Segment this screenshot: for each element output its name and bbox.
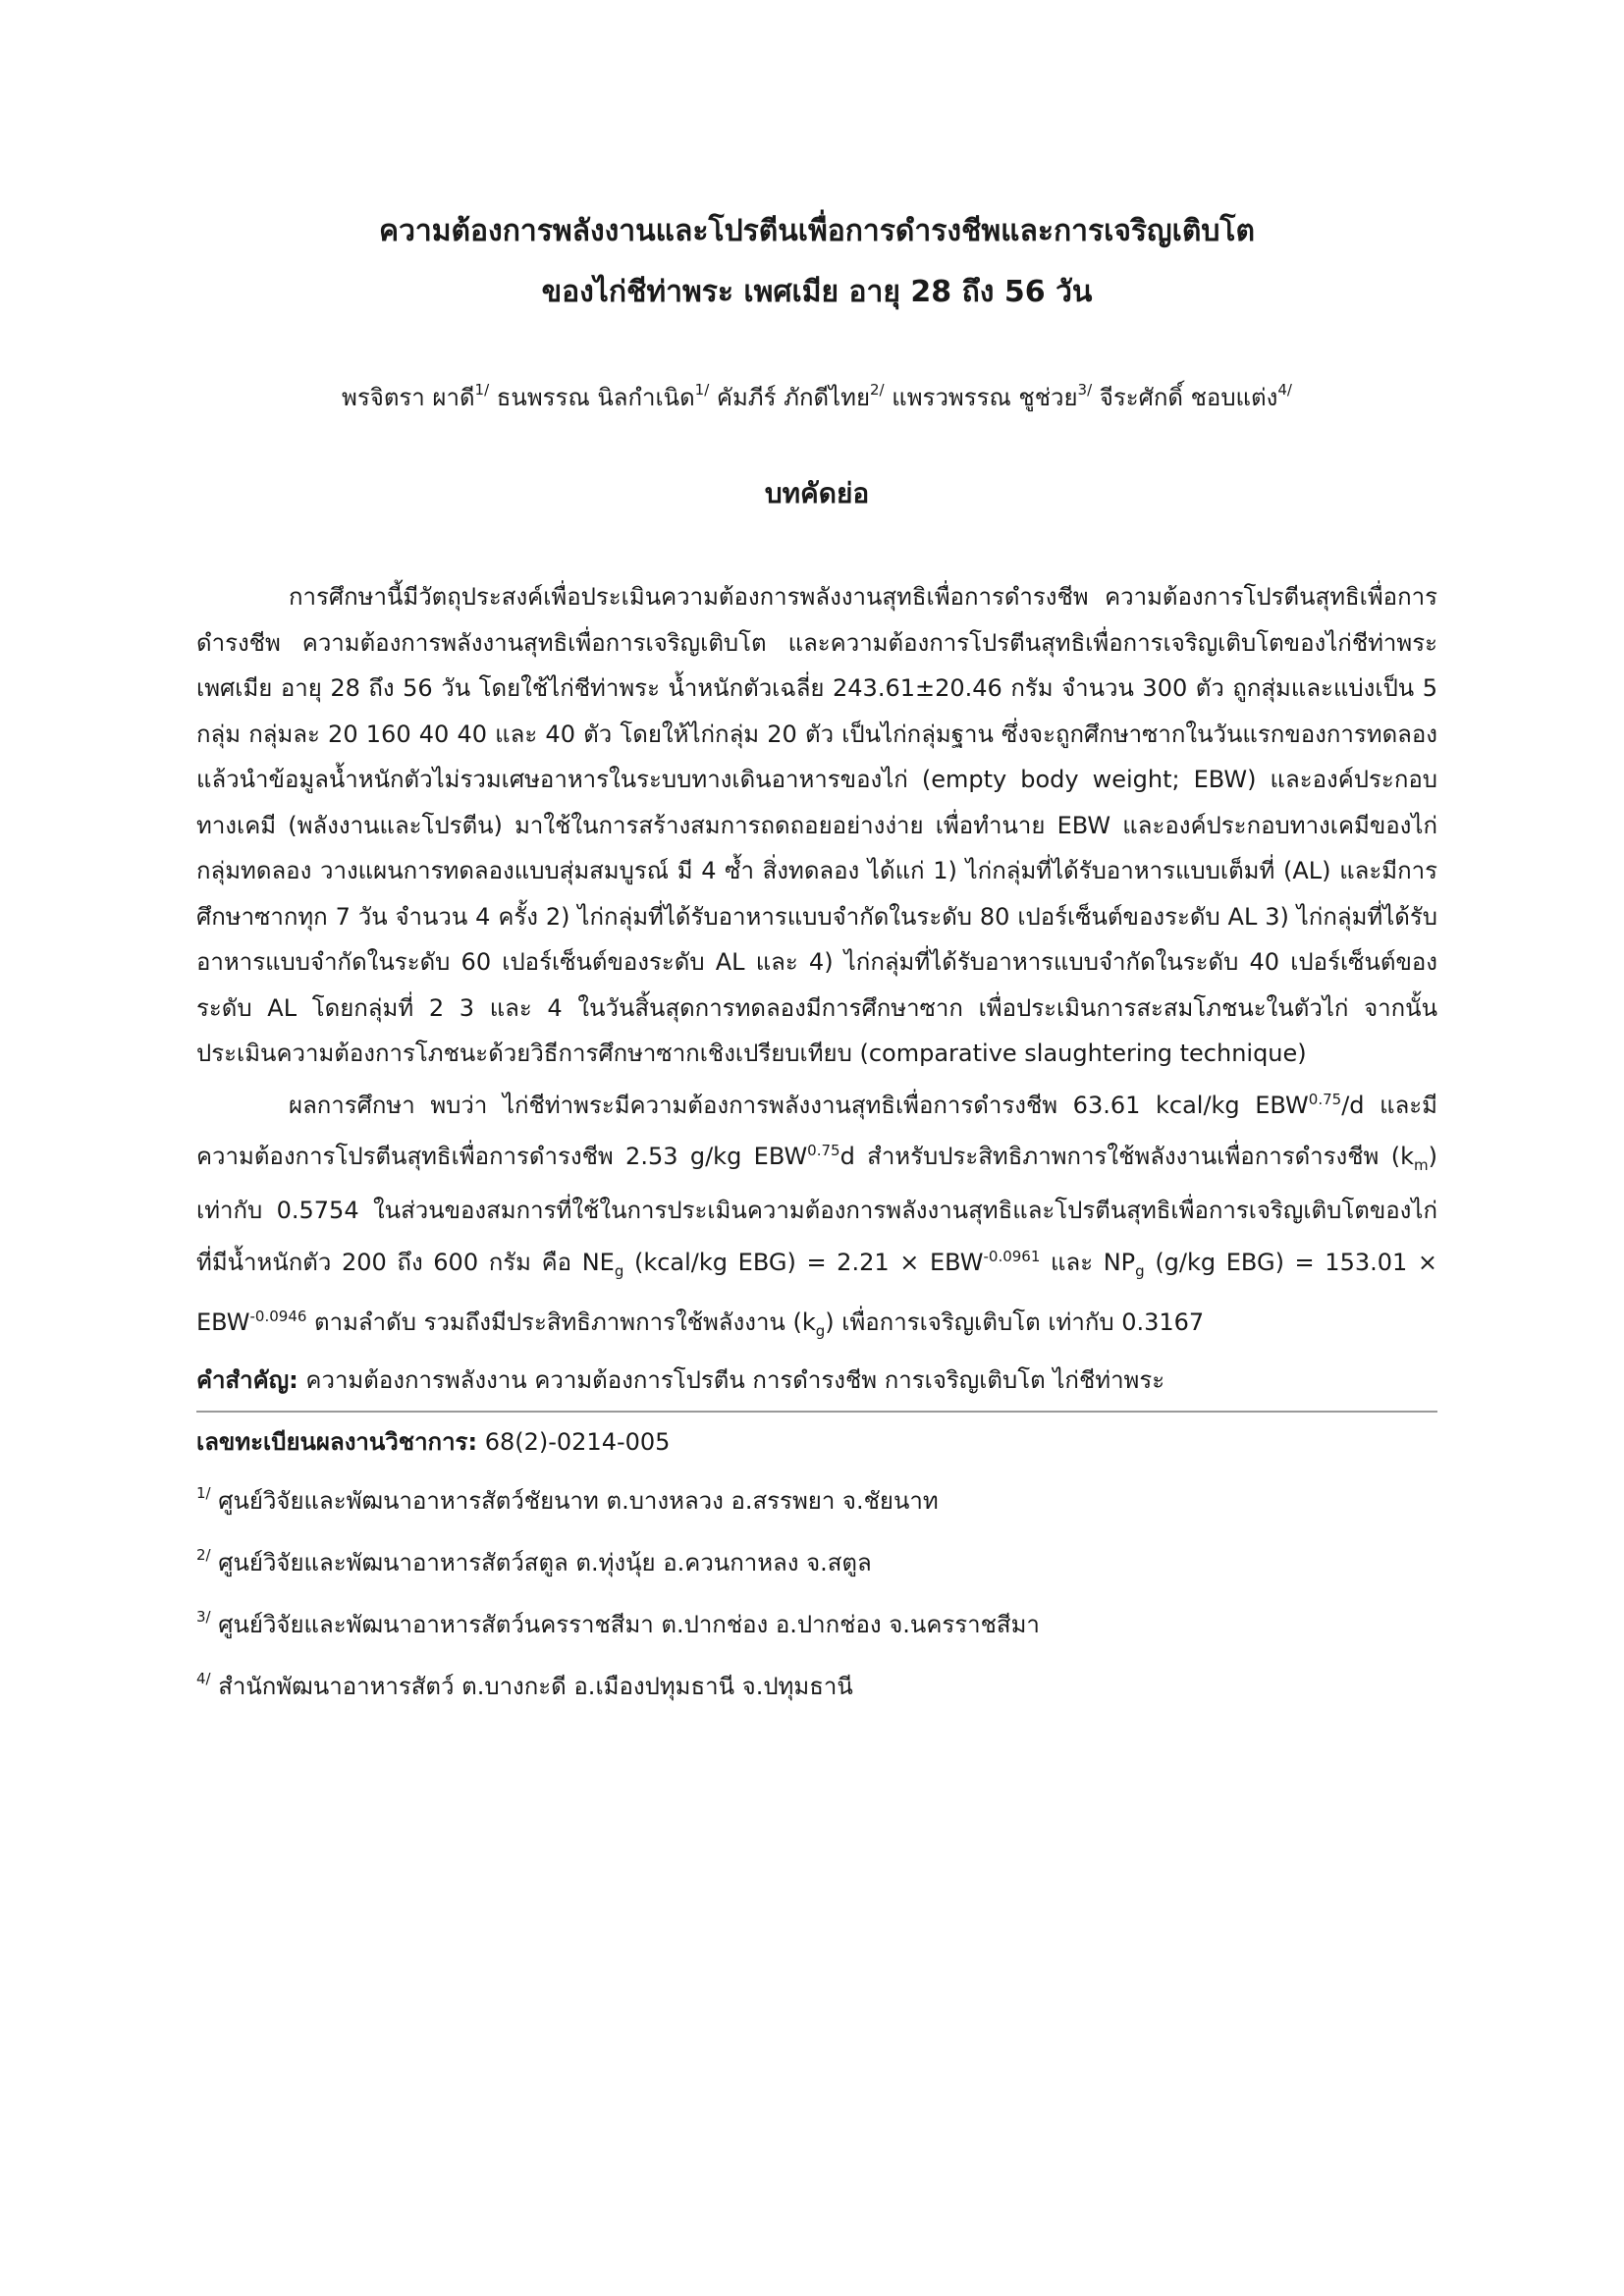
footnote [196,1603,1437,1640]
footnote-mark: 3/ [196,1608,211,1627]
subscript: m [1414,1155,1429,1174]
author-affiliation-mark: 1/ [474,381,490,399]
abstract-paragraph-2 [196,1077,1437,1355]
paragraph-text: และ NP [1040,1248,1136,1276]
title-line-1: ความต้องการพลังงานและโปรตีนเพื่อการดำรงชีพและการเจริญเติบโต [379,214,1255,248]
footnote [196,1479,1437,1517]
paragraph-text: (g/kg EBG) = 153.01 × EBW [196,1248,1438,1337]
author-affiliation-mark: 1/ [694,381,710,399]
footnote [196,1665,1437,1702]
paragraph-text: ) เท่ากับ 0.5754 ในส่วนของสมการที่ใช้ในการประเมินความต้องการพลังงานสุทธิและโปรตีนสุทธิเพื่อการเจริญเติบโตของไก่ที่มีน้ำหนักตัว 200 ถึง 600 กรัม คือ NE [196,1143,1437,1276]
author-name: พรจิตรา ผาดี [342,384,475,411]
paragraph-text: d สำหรับประสิทธิภาพการใช้พลังงานเพื่อการดำรงชีพ (k [839,1143,1414,1170]
abstract-heading: บทคัดย่อ [764,477,870,509]
exponent: 0.75 [807,1142,840,1159]
paragraph-text: ) เพื่อการเจริญเติบโต เท่ากับ 0.3167 [825,1308,1205,1337]
paragraph-text: ตามลำดับ รวมถึงมีประสิทธิภาพการใช้พลังงาน (k [306,1308,816,1337]
footnote-text: ศูนย์วิจัยและพัฒนาอาหารสัตว์สตูล ต.ทุ่งนุ้ย อ.ควนกาหลง จ.สตูล [218,1549,872,1577]
keywords-line [196,1358,1437,1413]
registration-number: 68(2)-0214-005 [484,1428,671,1457]
footnote-mark: 4/ [196,1670,211,1688]
footnote-mark: 2/ [196,1546,211,1565]
paragraph-text: /d และมีความต้องการโปรตีนสุทธิเพื่อการดำรงชีพ 2.53 g/kg EBW [196,1091,1437,1170]
author-name: แพรวพรรณ ชูช่วย [892,384,1078,411]
exponent: -0.0946 [249,1308,307,1326]
subscript: g [614,1261,624,1280]
footnote-text: ศูนย์วิจัยและพัฒนาอาหารสัตว์นครราชสีมา ต.ปากช่อง อ.ปากช่อง จ.นครราชสีมา [218,1611,1040,1639]
keywords-label: คำสำคัญ: [196,1366,298,1395]
subscript: g [815,1321,826,1340]
paragraph-text: (kcal/kg EBG) = 2.21 × EBW [623,1248,984,1276]
author-name: ธนพรรณ นิลกำเนิด [496,384,695,411]
title-line-2: ของไก่ชีท่าพระ เพศเมีย อายุ 28 ถึง 56 วัน [541,275,1093,309]
affiliation-footnotes [196,1479,1437,1702]
registration-label: เลขทะเบียนผลงานวิชาการ: [196,1428,478,1457]
paragraph-text: ผลการศึกษา พบว่า ไก่ชีท่าพระมีความต้องการพลังงานสุทธิเพื่อการดำรงชีพ 63.61 kcal/kg EBW [289,1091,1309,1119]
footnote-text: สำนักพัฒนาอาหารสัตว์ ต.บางกะดี อ.เมืองปทุมธานี จ.ปทุมธานี [218,1673,853,1701]
author-affiliation-mark: 2/ [870,381,885,399]
subscript: g [1135,1261,1145,1280]
author-affiliation-mark: 4/ [1277,381,1292,399]
abstract-paragraph-1: การศึกษานี้มีวัตถุประสงค์เพื่อประเมินความต้องการพลังงานสุทธิเพื่อการดำรงชีพ ความต้องการโปรตีนสุทธิเพื่อการดำรงชีพ ความต้องการพลังงานสุทธิเพื่อการเจริญเติบโต และความต้องการโปรตีนสุทธิเพื่อการเจริญเติบโตของไก่ชีท่าพระ เพศเมีย อายุ 28 ถึง 56 วัน โดยใช้ไก่ชีท่าพระ น้ำหนักตัวเฉลี่ย 243.61±20.46 กรัม จำนวน 300 ตัว ถูกสุ่มและแบ่งเป็น 5 กลุ่ม กลุ่มละ 20 160 40 40 และ 40 ตัว โดยให้ไก่กลุ่ม 20 ตัว เป็นไก่กลุ่มฐาน ซึ่งจะถูกศึกษาซากในวันแรกของการทดลอง แล้วนำข้อมูลน้ำหนักตัวไม่รวมเศษอาหารในระบบทางเดินอาหารของไก่ (empty body weight; EBW) และองค์ประกอบทางเคมี (พลังงานและโปรตีน) มาใช้ในการสร้างสมการถดถอยอย่างง่าย เพื่อทำนาย EBW และองค์ประกอบทางเคมีของไก่กลุ่มทดลอง วางแผนการทดลองแบบสุ่มสมบูรณ์ มี 4 ซ้ำ สิ่งทดลอง ได้แก่ 1) ไก่กลุ่มที่ได้รับอาหารแบบเต็มที่ (AL) และมีการศึกษาซากทุก 7 วัน จำนวน 4 ครั้ง 2) ไก่กลุ่มที่ได้รับอาหารแบบจำกัดในระดับ 80 เปอร์เซ็นต์ของระดับ AL 3) ไก่กลุ่มที่ได้รับอาหารแบบจำกัดในระดับ 60 เปอร์เซ็นต์ของระดับ AL และ 4) ไก่กลุ่มที่ได้รับอาหารแบบจำกัดในระดับ 40 เปอร์เซ็นต์ของระดับ AL โดยกลุ่มที่ 2 3 และ 4 ในวันสิ้นสุดการทดลองมีการศึกษาซาก เพื่อประเมินการสะสมโภชนะในตัวไก่ จากนั้นประเมินความต้องการโภชนะด้วยวิธีการศึกษาซากเชิงเปรียบเทียบ (comparative slaughtering technique) [196,583,1437,1067]
author-affiliation-mark: 3/ [1077,381,1093,399]
footnote-mark: 1/ [196,1484,211,1503]
footnote [196,1541,1437,1578]
exponent: -0.0961 [983,1247,1041,1265]
keywords-text: ความต้องการพลังงาน ความต้องการโปรตีน การดำรงชีพ การเจริญเติบโต ไก่ชีท่าพระ [305,1366,1165,1395]
paper-page [196,201,1437,1727]
footnote-text: ศูนย์วิจัยและพัฒนาอาหารสัตว์ชัยนาท ต.บางหลวง อ.สรรพยา จ.ชัยนาท [218,1487,939,1516]
author-name: คัมภีร์ ภักดีไทย [716,384,871,411]
author-name: จีระศักดิ์ ชอบแต่ง [1099,384,1278,411]
registration-line [196,1422,1437,1462]
author-list [196,374,1437,415]
paper-title [196,201,1437,323]
exponent: 0.75 [1308,1090,1342,1108]
